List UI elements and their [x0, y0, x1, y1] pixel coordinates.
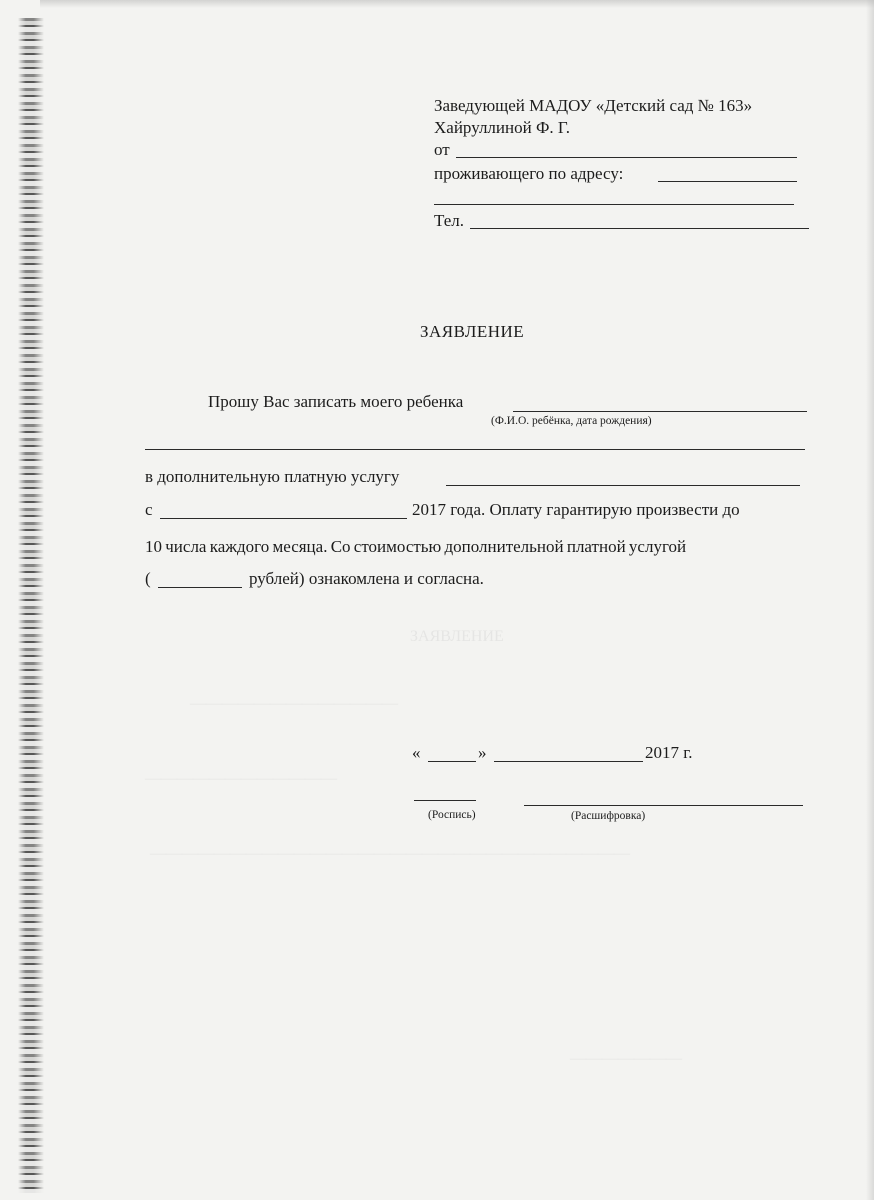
bleed-through: ЗАЯВЛЕНИЕ: [410, 628, 504, 645]
header-address-label: проживающего по адресу:: [434, 164, 624, 183]
bleed-through: —————————————: [190, 695, 398, 712]
from-prefix: с: [145, 500, 153, 519]
date-close-quote: »: [478, 743, 487, 762]
service-text: в дополнительную платную услугу: [145, 467, 400, 486]
payment-deadline-text: 10 числа каждого месяца. Со стоимостью дополнительной платной услугой: [145, 537, 687, 556]
header-from-label: от: [434, 140, 450, 159]
child-field-line-2[interactable]: [145, 449, 805, 450]
price-open-paren: (: [145, 569, 151, 588]
bleed-through: ——————————————————————————————: [150, 845, 630, 862]
top-edge-shadow: [40, 0, 874, 8]
header-phone-label: Тел.: [434, 211, 465, 230]
phone-field-line[interactable]: [470, 228, 809, 229]
signature-caption: (Роспись): [428, 809, 476, 821]
date-year: 2017 г.: [645, 743, 693, 762]
payment-text: 2017 года. Оплату гарантирую произвести до: [412, 500, 740, 519]
service-field-line[interactable]: [446, 485, 800, 486]
date-day-field-line[interactable]: [428, 761, 476, 762]
child-field-line[interactable]: [513, 411, 807, 412]
address-field-line-2[interactable]: [434, 204, 794, 205]
document-title: ЗАЯВЛЕНИЕ: [420, 322, 525, 341]
signature-field-line[interactable]: [414, 800, 476, 801]
header-addressee: Заведующей МАДОУ «Детский сад № 163»: [434, 96, 753, 115]
start-date-field-line[interactable]: [160, 518, 407, 519]
right-edge-shadow: [866, 0, 874, 1200]
date-month-field-line[interactable]: [494, 761, 643, 762]
bleed-through: ———————: [570, 1050, 682, 1067]
address-field-line[interactable]: [658, 181, 797, 182]
price-consent-text: рублей) ознакомлена и согласна.: [249, 569, 484, 588]
header-addressee-name: Хайруллиной Ф. Г.: [434, 118, 571, 137]
request-text: Прошу Вас записать моего ребенка: [208, 392, 464, 411]
scan-edge-shadow: [18, 18, 44, 1193]
decode-caption: (Расшифровка): [571, 810, 646, 822]
bleed-through: ————————————: [145, 770, 337, 787]
decode-field-line[interactable]: [524, 805, 803, 806]
from-field-line[interactable]: [456, 157, 797, 158]
child-field-caption: (Ф.И.О. ребёнка, дата рождения): [491, 415, 652, 427]
price-field-line[interactable]: [158, 587, 242, 588]
date-open-quote: «: [412, 743, 421, 762]
